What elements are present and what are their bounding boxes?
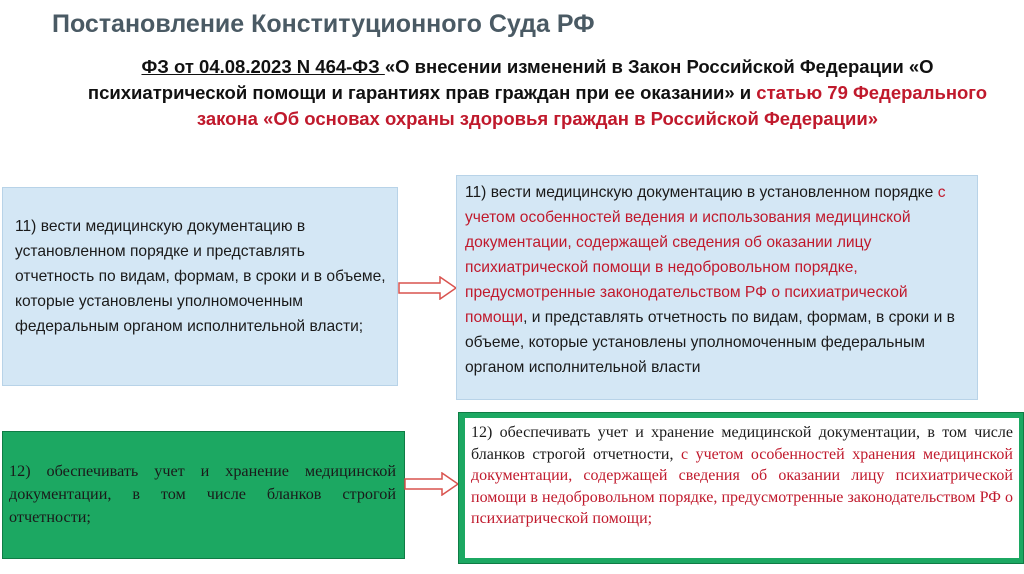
right-arrow-icon <box>404 472 460 496</box>
new-clause-11-text-start: 11) вести медицинскую документацию в установленном порядке <box>465 184 938 201</box>
law-subtitle <box>70 54 1005 132</box>
new-clause-12-box <box>458 412 1024 564</box>
old-clause-11-box <box>2 187 398 386</box>
new-clause-11-text-red: с учетом особенностей ведения и использования медицинской документации, содержащей сведения об оказании лицу психиатрической помощи в недобровольном порядке, предусмотренные законодательством РФ о психиатрической помощи <box>465 184 946 326</box>
law-title-red: статью 79 Федерального закона «Об основах охраны здоровья граждан в Российской Федерации» <box>196 82 988 129</box>
right-arrow-icon <box>398 276 458 300</box>
new-clause-11-text-end: , и представлять отчетность по видам, формам, в сроки и в объеме, которые установлены уполномоченным федеральным органом исполнительной власти <box>465 309 955 376</box>
law-title-black: «О внесении изменений в Закон Российской Федерации «О психиатрической помощи и гарантиях прав граждан при ее оказании» и <box>87 56 934 103</box>
page-title: Постановление Конституционного Суда РФ <box>52 10 595 38</box>
new-clause-12-inner <box>465 418 1019 558</box>
new-clause-12-text-red: с учетом особенностей хранения медицинской документации, содержащей сведения об оказании лицу психиатрической помощи в недобровольном порядке, предусмотренные законодательством РФ о психиатрической помощи; <box>471 445 1013 527</box>
new-clause-12-text-start: 12) обеспечивать учет и хранение медицинской документации, в том числе бланков строгой отчетности, <box>471 424 1013 463</box>
old-clause-12-text: 12) обеспечивать учет и хранение медицинской документации, в том числе бланков строгой отчетности; <box>9 462 396 526</box>
old-clause-12-box <box>2 431 405 559</box>
law-number: ФЗ от 04.08.2023 N 464-ФЗ <box>141 56 385 77</box>
new-clause-11-box <box>456 175 978 400</box>
old-clause-11-text: 11) вести медицинскую документацию в установленном порядке и представлять отчетность по видам, формам, в сроки и в объеме, которые установлены уполномоченным федеральным органом исполнительной власти; <box>15 218 386 335</box>
